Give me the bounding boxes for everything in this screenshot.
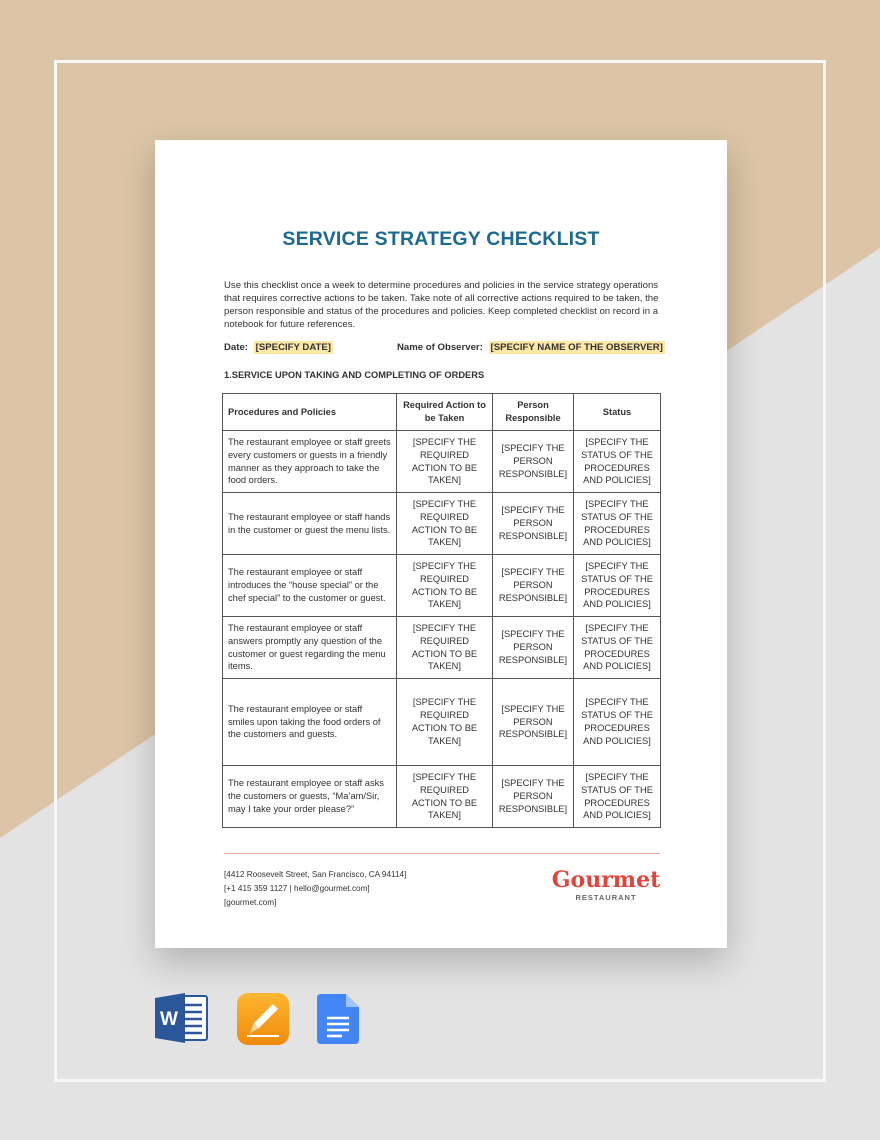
column-header: Status (574, 394, 661, 431)
status-cell: [SPECIFY THE STATUS OF THE PROCEDURES AND POLICIES] (574, 679, 661, 766)
action-cell: [SPECIFY THE REQUIRED ACTION TO BE TAKEN] (397, 617, 493, 679)
status-cell: [SPECIFY THE STATUS OF THE PROCEDURES AND POLICIES] (574, 766, 661, 828)
table-row (223, 766, 661, 828)
word-letter: W (160, 1009, 178, 1030)
person-cell: [SPECIFY THE PERSON RESPONSIBLE] (493, 766, 574, 828)
table-row (223, 555, 661, 617)
table-row (223, 679, 661, 766)
table-row (223, 431, 661, 493)
procedure-cell: The restaurant employee or staff hands in the customer or guest the menu lists. (223, 493, 397, 555)
action-cell: [SPECIFY THE REQUIRED ACTION TO BE TAKEN] (397, 493, 493, 555)
date-label: Date: (224, 342, 248, 353)
observer-placeholder: [SPECIFY NAME OF THE OBSERVER] (490, 342, 663, 353)
action-cell: [SPECIFY THE REQUIRED ACTION TO BE TAKEN] (397, 431, 493, 493)
table-row (223, 493, 661, 555)
footer-address: [4412 Roosevelt Street, San Francisco, CA 94114] (224, 870, 407, 879)
intro-paragraph: Use this checklist once a week to determine procedures and policies in the service strategy operations that requires corrective actions to be taken. Take note of all corrective actions required to be taken, the person responsible and status of the procedures and policies. Keep completed checklist on record in a notebook for future references. (224, 280, 659, 330)
observer-field (397, 342, 665, 353)
procedure-cell: The restaurant employee or staff introduces the “house special” or the chef special” to the customer or guest. (223, 555, 397, 617)
column-header: Person Responsible (493, 394, 574, 431)
page-title: SERVICE STRATEGY CHECKLIST (282, 228, 600, 250)
table-row (223, 617, 661, 679)
person-cell: [SPECIFY THE PERSON RESPONSIBLE] (493, 555, 574, 617)
action-cell: [SPECIFY THE REQUIRED ACTION TO BE TAKEN] (397, 555, 493, 617)
procedure-cell: The restaurant employee or staff greets every customers or guests in a friendly manner as they approach to take the food orders. (223, 431, 397, 493)
checklist-table (222, 393, 661, 828)
status-cell: [SPECIFY THE STATUS OF THE PROCEDURES AND POLICIES] (574, 555, 661, 617)
procedure-cell: The restaurant employee or staff answers promptly any question of the customer or guest regarding the menu items. (223, 617, 397, 679)
action-cell: [SPECIFY THE REQUIRED ACTION TO BE TAKEN] (397, 679, 493, 766)
footer-address-block (224, 868, 406, 910)
column-header: Procedures and Policies (223, 394, 397, 431)
status-cell: [SPECIFY THE STATUS OF THE PROCEDURES AND POLICIES] (574, 431, 661, 493)
section-title: 1.SERVICE UPON TAKING AND COMPLETING OF ORDERS (224, 370, 485, 380)
date-placeholder: [SPECIFY DATE] (255, 342, 332, 353)
footer-contact: [+1 415 359 1127 | hello@gourmet.com] (224, 884, 370, 893)
status-cell: [SPECIFY THE STATUS OF THE PROCEDURES AND POLICIES] (574, 617, 661, 679)
procedure-cell: The restaurant employee or staff smiles upon taking the food orders of the customers and guests. (223, 679, 397, 766)
pages-icon[interactable] (237, 993, 289, 1045)
footer-divider (224, 853, 660, 854)
logo-name: Gourmet (551, 867, 661, 893)
procedure-cell: The restaurant employee or staff asks the customers or guests, “Ma’am/Sir, may I take your order please?” (223, 766, 397, 828)
document-page (155, 140, 727, 948)
person-cell: [SPECIFY THE PERSON RESPONSIBLE] (493, 493, 574, 555)
footer-website: [gourmet.com] (224, 898, 277, 907)
word-icon[interactable] (155, 993, 209, 1043)
observer-label: Name of Observer: (397, 342, 483, 353)
person-cell: [SPECIFY THE PERSON RESPONSIBLE] (493, 617, 574, 679)
action-cell: [SPECIFY THE REQUIRED ACTION TO BE TAKEN] (397, 766, 493, 828)
table-header-row (223, 394, 661, 431)
gourmet-logo (550, 867, 662, 902)
status-cell: [SPECIFY THE STATUS OF THE PROCEDURES AND POLICIES] (574, 493, 661, 555)
person-cell: [SPECIFY THE PERSON RESPONSIBLE] (493, 431, 574, 493)
google-docs-icon[interactable] (317, 994, 359, 1044)
column-header: Required Action to be Taken (397, 394, 493, 431)
date-field (224, 342, 333, 353)
logo-subtitle: RESTAURANT (575, 893, 637, 902)
person-cell: [SPECIFY THE PERSON RESPONSIBLE] (493, 679, 574, 766)
